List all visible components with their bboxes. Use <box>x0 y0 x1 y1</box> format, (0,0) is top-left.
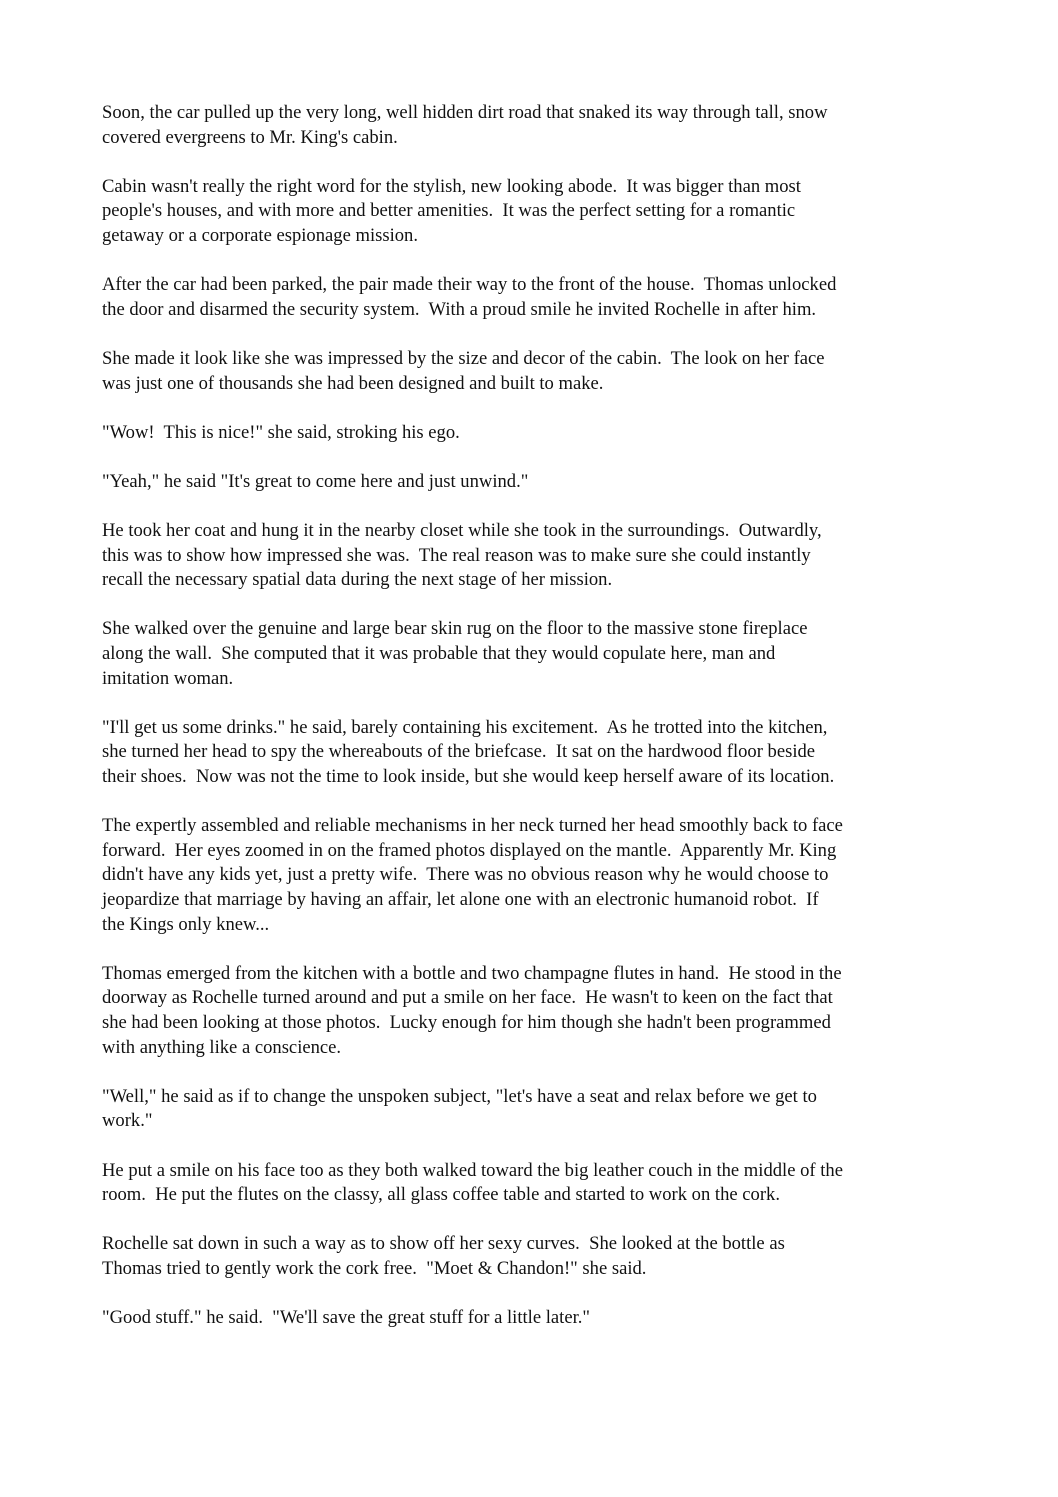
paragraph: Thomas emerged from the kitchen with a bottle and two champagne flutes in hand. He stood in the doorway as Rochelle turned around and put a smile on her face. He wasn't to keen on the fact that she had been looking at those photos. Lucky enough for him though she hadn't been programmed with anything like a conscience. <box>102 962 842 1058</box>
paragraph: He took her coat and hung it in the nearby closet while she took in the surroundings. Outwardly, this was to show how impressed she was. The real reason was to make sure she could instantly recall the necessary spatial data during the next stage of her mission. <box>102 520 822 591</box>
paragraph: Cabin wasn't really the right word for the stylish, new looking abode. It was bigger than most people's houses, and with more and better amenities. It was the perfect setting for a romantic getaway or a corporate espionage mission. <box>102 175 801 246</box>
paragraph: Soon, the car pulled up the very long, well hidden dirt road that snaked its way through tall, snow covered evergreens to Mr. King's cabin. <box>102 102 828 148</box>
paragraph: Rochelle sat down in such a way as to show off her sexy curves. She looked at the bottle as Thomas tried to gently work the cork free. "Moet & Chandon!" she said. <box>102 1233 785 1279</box>
paragraph: She made it look like she was impressed by the size and decor of the cabin. The look on her face was just one of thousands she had been designed and built to make. <box>102 347 825 394</box>
paragraph: The expertly assembled and reliable mechanisms in her neck turned her head smoothly back to face forward. Her eyes zoomed in on the framed photos displayed on the mantle. Apparently Mr. King didn't have any kids yet, just a pretty wife. There was no obvious reason why he would choose to jeopardize that marriage by having an affair, let alone one with an electronic humanoid robot. If the Kings only knew... <box>102 815 843 935</box>
paragraph: "Wow! This is nice!" she said, stroking his ego. <box>102 421 460 443</box>
paragraph: "I'll get us some drinks." he said, barely containing his excitement. As he trotted into the kitchen, she turned her head to spy the whereabouts of the briefcase. It sat on the hardwood floor beside their shoes. Now was not the time to look inside, but she would keep herself aware of its location. <box>102 716 835 788</box>
document-page <box>102 101 964 1355</box>
paragraph: He put a smile on his face too as they both walked toward the big leather couch in the middle of the room. He put the flutes on the classy, all glass coffee table and started to work on the cork. <box>102 1159 843 1206</box>
paragraph: "Well," he said as if to change the unspoken subject, "let's have a seat and relax before we get to work." <box>102 1085 817 1132</box>
paragraph: "Yeah," he said "It's great to come here and just unwind." <box>102 470 529 492</box>
paragraph: "Good stuff." he said. "We'll save the great stuff for a little later." <box>102 1307 590 1329</box>
paragraph: After the car had been parked, the pair made their way to the front of the house. Thomas unlocked the door and disarmed the security system. With a proud smile he invited Rochelle in after him. <box>102 274 837 320</box>
paragraph: She walked over the genuine and large bear skin rug on the floor to the massive stone fireplace along the wall. She computed that it was probable that they would copulate here, man and imitation woman. <box>102 618 808 689</box>
